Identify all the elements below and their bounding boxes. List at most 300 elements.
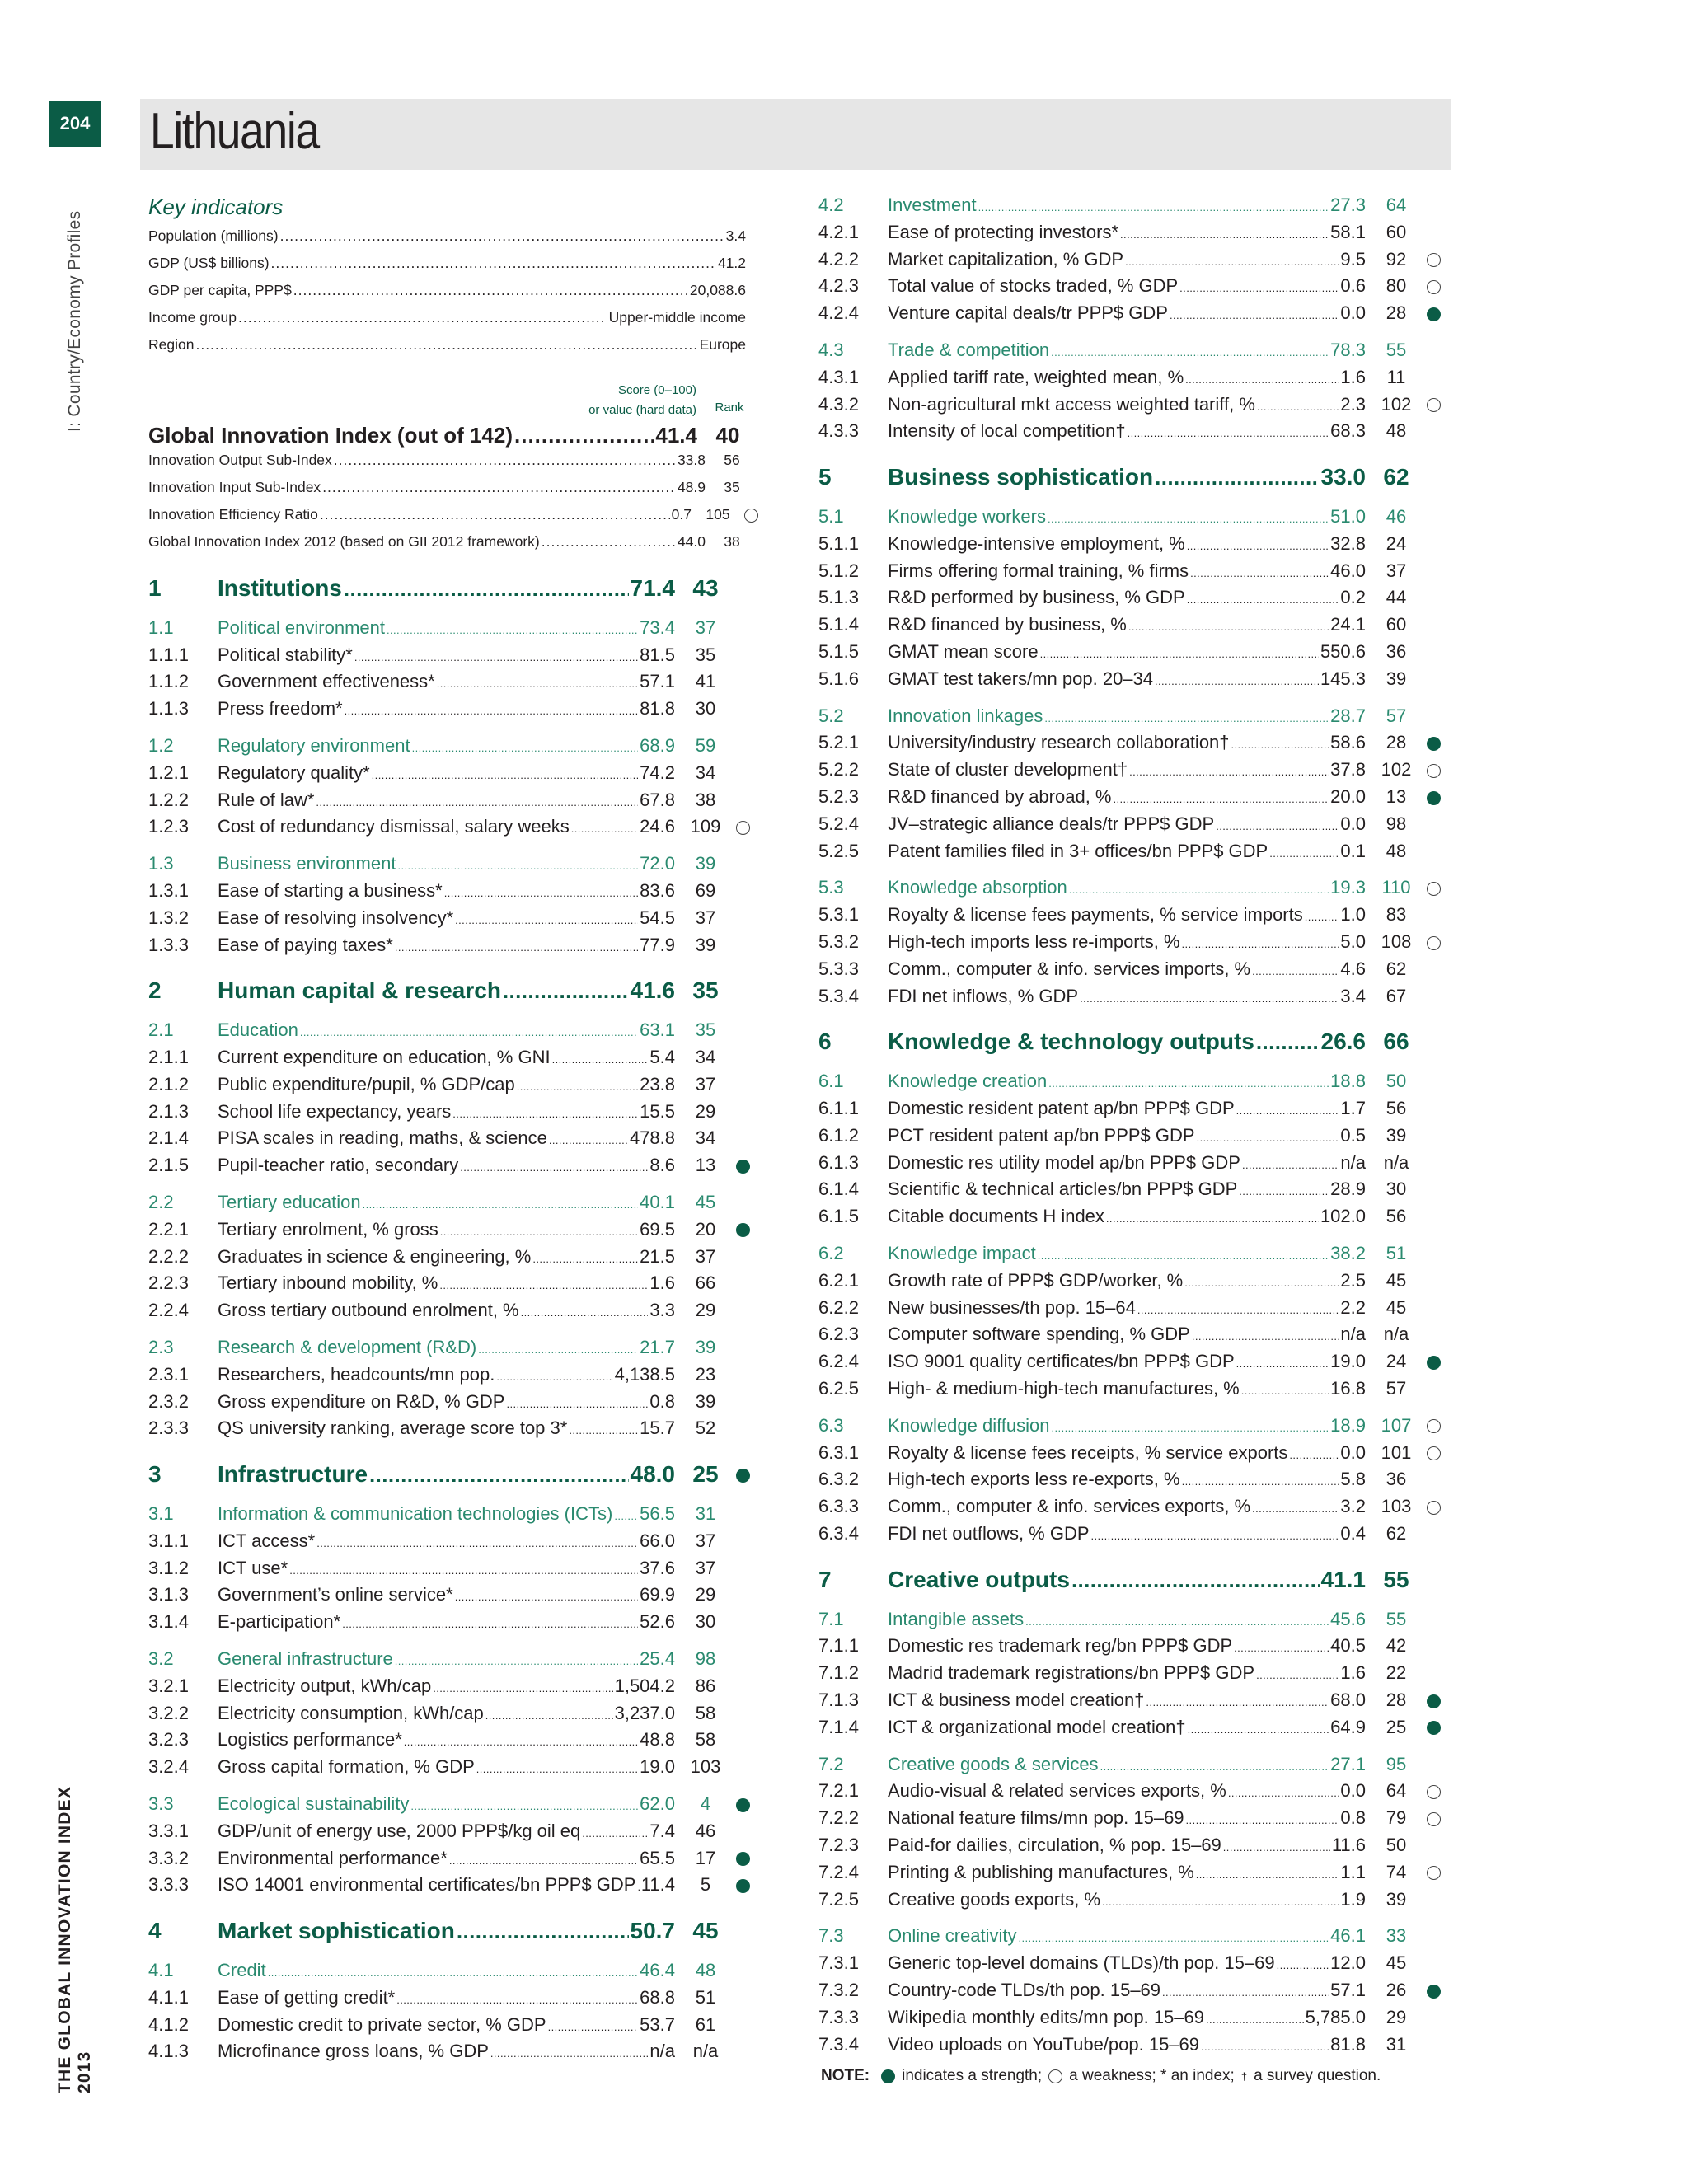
- weakness-marker: [1427, 394, 1445, 415]
- key-indicator-value: 41.2: [717, 255, 746, 271]
- row-rank: 110: [1381, 877, 1411, 898]
- row-label: Knowledge absorption: [888, 877, 1067, 898]
- row-label: Trade & competition: [888, 340, 1050, 360]
- row-code: 3.1: [148, 1503, 174, 1524]
- leader-dots: [1051, 346, 1329, 359]
- row-label: Tertiary enrolment, % gross: [218, 1218, 438, 1240]
- row-code: 3.2.4: [148, 1756, 189, 1778]
- row-rank: 86: [695, 1675, 716, 1696]
- row-score: 1.6: [1340, 366, 1366, 387]
- leader-dots: [439, 1279, 648, 1291]
- row-label: Video uploads on YouTube/pop. 15–69: [888, 2033, 1200, 2055]
- leader-dots: [268, 1966, 638, 1979]
- leader-dots: [1241, 1385, 1329, 1397]
- leader-dots: [1236, 1104, 1339, 1117]
- indicator-row: [148, 1047, 754, 1073]
- strength-icon: [1427, 791, 1441, 805]
- pillar-row: [818, 1029, 1445, 1062]
- indicator-row: [818, 1889, 1445, 1915]
- strength-icon: [736, 1798, 750, 1812]
- row-rank: 101: [1381, 1441, 1412, 1463]
- row-rank: 13: [1386, 786, 1407, 807]
- indicator-row: [818, 1125, 1445, 1151]
- row-code: 7.3.2: [818, 1980, 859, 2000]
- row-label: Public expenditure/pupil, % GDP/cap: [218, 1073, 515, 1094]
- weakness-marker: [1427, 759, 1445, 780]
- weakness-marker: [736, 816, 754, 837]
- pillar-row: [148, 977, 754, 1010]
- row-score: 18.8: [1330, 1071, 1366, 1092]
- indicator-row: [818, 841, 1445, 867]
- row-score: 478.8: [629, 1127, 675, 1149]
- row-label: High-tech exports less re-exports, %: [888, 1469, 1180, 1490]
- leader-dots: [549, 1134, 628, 1146]
- leader-dots: [1125, 255, 1339, 268]
- leader-dots: [1146, 1696, 1329, 1708]
- indicator-row: [818, 1206, 1445, 1232]
- row-label: Madrid trademark registrations/bn PPP$ GDP: [888, 1662, 1255, 1684]
- indicator-row: [818, 2007, 1445, 2033]
- leader-dots: [437, 677, 638, 690]
- row-code: 6.2.4: [818, 1351, 859, 1372]
- row-score: 0.0: [1340, 1441, 1366, 1463]
- leader-dots: [300, 1026, 638, 1038]
- row-score: 1.7: [1340, 1098, 1366, 1118]
- gii-sub-row: [148, 506, 758, 534]
- row-rank: 51: [695, 1986, 716, 2008]
- row-score: 16.8: [1330, 1378, 1366, 1399]
- row-rank: 45: [1386, 1269, 1407, 1291]
- indicator-row: [148, 2014, 754, 2041]
- row-rank: 56: [1386, 1206, 1407, 1227]
- row-score: 25.4: [640, 1648, 675, 1669]
- weakness-marker: [1427, 931, 1445, 953]
- row-code: 4.3.3: [818, 420, 859, 442]
- row-score: 52.6: [640, 1611, 675, 1633]
- indicator-row: [818, 1378, 1445, 1404]
- row-label: Political stability*: [218, 644, 353, 665]
- row-code: 4: [148, 1918, 162, 1944]
- sub-pillar-row: [818, 1925, 1445, 1952]
- row-code: 2.3.1: [148, 1363, 189, 1385]
- weakness-icon: [1048, 2069, 1062, 2083]
- row-code: 7.3.4: [818, 2033, 859, 2055]
- weakness-icon: [1427, 882, 1441, 896]
- row-label: Non-agricultural mkt access weighted tariff, %: [888, 393, 1255, 415]
- row-rank: 46: [695, 1820, 716, 1841]
- weakness-icon: [1427, 1866, 1441, 1880]
- sub-pillar-row: [148, 617, 754, 644]
- leader-dots: [1289, 1449, 1339, 1461]
- row-label: Scientific & technical articles/bn PPP$ GDP: [888, 1179, 1238, 1200]
- row-label: ISO 9001 quality certificates/bn PPP$ GDP: [888, 1351, 1235, 1372]
- leader-dots: [1269, 847, 1339, 860]
- strength-icon: [1427, 1721, 1441, 1735]
- row-code: 1.2.2: [148, 789, 189, 810]
- indicator-row: [148, 1074, 754, 1100]
- indicator-row: [148, 1848, 754, 1874]
- row-code: 6.1.2: [818, 1124, 859, 1146]
- leader-dots: [1048, 513, 1329, 525]
- gii-main-row: [148, 423, 758, 451]
- row-score: 67.8: [640, 789, 675, 810]
- row-code: 1.2.3: [148, 816, 189, 837]
- weakness-icon: [1427, 253, 1441, 267]
- row-score: 2.2: [1340, 1296, 1366, 1318]
- leader-dots: [1228, 1787, 1339, 1799]
- row-label: Online creativity: [888, 1925, 1017, 1947]
- sub-pillar-row: [818, 1609, 1445, 1635]
- row-code: 6: [818, 1029, 832, 1055]
- leader-dots: [548, 2021, 639, 2033]
- row-code: 7.2: [818, 1753, 844, 1774]
- row-code: 2.2: [148, 1192, 174, 1212]
- indicator-row: [148, 1219, 754, 1245]
- weakness-marker: [1427, 1442, 1445, 1464]
- row-rank: 36: [1386, 1469, 1407, 1490]
- indicator-row: [818, 222, 1445, 248]
- page-title: Lithuania: [150, 103, 319, 160]
- row-score: 19.0: [640, 1756, 675, 1778]
- row-code: 5.2.5: [818, 840, 859, 861]
- row-score: 54.5: [640, 907, 675, 928]
- leader-dots: [1091, 1530, 1339, 1542]
- row-label: Citable documents H index: [888, 1206, 1104, 1227]
- row-code: 6.1: [818, 1071, 844, 1092]
- gii-sub-label: Innovation Output Sub-Index: [148, 452, 332, 468]
- sub-pillar-row: [818, 1415, 1445, 1441]
- leader-dots: [404, 1736, 638, 1748]
- row-label: Government effectiveness*: [218, 671, 435, 692]
- sub-pillar-row: [148, 1648, 754, 1675]
- row-score: 27.3: [1330, 194, 1366, 215]
- row-code: 6.2.2: [818, 1296, 859, 1318]
- row-rank: 48: [695, 1960, 716, 1980]
- leader-dots: [517, 1080, 638, 1093]
- strength-icon: [1427, 1985, 1441, 1999]
- row-rank: 98: [1386, 813, 1407, 834]
- leader-dots: [1128, 427, 1329, 439]
- row-rank: 35: [695, 1019, 716, 1041]
- row-score: 72.0: [640, 853, 675, 874]
- row-label: Paid-for dailies, circulation, % pop. 15–69: [888, 1835, 1221, 1855]
- row-label: Printing & publishing manufactures, %: [888, 1861, 1194, 1882]
- row-label: School life expectancy, years: [218, 1100, 452, 1122]
- row-rank: 108: [1381, 931, 1412, 952]
- row-label: Patent families filed in 3+ offices/bn PPP$ GDP: [888, 840, 1268, 861]
- leader-dots: [271, 255, 716, 272]
- row-score: 26.6: [1320, 1029, 1366, 1055]
- row-label: Domestic resident patent ap/bn PPP$ GDP: [888, 1098, 1235, 1118]
- row-label: Ease of protecting investors*: [888, 221, 1119, 242]
- indicator-row: [818, 1635, 1445, 1661]
- row-label: Government’s online service*: [218, 1584, 453, 1605]
- row-rank: 103: [690, 1756, 721, 1778]
- row-code: 6.3.3: [818, 1496, 859, 1517]
- weakness-marker: [1427, 1780, 1445, 1802]
- row-rank: 102: [1381, 393, 1412, 415]
- gii-sub-score: 48.9: [677, 479, 706, 495]
- row-score: 40.5: [1330, 1635, 1366, 1657]
- row-score: 18.9: [1330, 1414, 1366, 1436]
- leader-dots: [582, 1827, 648, 1840]
- row-score: 550.6: [1320, 641, 1366, 662]
- strength-marker: [1427, 732, 1445, 753]
- indicator-row: [148, 671, 754, 697]
- key-indicator-label: GDP per capita, PPP$: [148, 282, 292, 298]
- indicator-row: [818, 1324, 1445, 1350]
- row-label: High- & medium-high-tech manufactures, %: [888, 1378, 1240, 1399]
- key-indicators-title: Key indicators: [148, 194, 284, 219]
- row-code: 1.2: [148, 735, 174, 756]
- gii-sub-rank: 56: [724, 452, 740, 468]
- indicator-row: [148, 880, 754, 907]
- row-rank: n/a: [692, 2041, 719, 2062]
- leader-dots: [542, 533, 676, 551]
- row-code: 5.3.2: [818, 931, 859, 952]
- row-rank: 4: [700, 1793, 711, 1814]
- weakness-marker: [1427, 1415, 1445, 1436]
- row-code: 2: [148, 977, 162, 1004]
- leader-dots: [1170, 309, 1339, 321]
- leader-dots: [1190, 567, 1329, 579]
- row-label: Gross expenditure on R&D, % GDP: [218, 1390, 505, 1412]
- row-label: General infrastructure: [218, 1648, 393, 1669]
- row-rank: 37: [695, 1557, 716, 1578]
- indicator-row: [818, 1662, 1445, 1689]
- indicator-row: [818, 1690, 1445, 1716]
- indicator-row: [148, 907, 754, 934]
- leader-dots: [506, 1398, 648, 1410]
- row-label: R&D financed by business, %: [888, 614, 1127, 635]
- leader-dots: [1186, 1814, 1339, 1826]
- row-rank: 64: [1386, 1780, 1407, 1802]
- indicator-row: [818, 1523, 1445, 1549]
- row-rank: 34: [695, 1047, 716, 1067]
- leader-dots: [1197, 1132, 1339, 1144]
- indicator-row: [818, 275, 1445, 302]
- row-rank: 37: [695, 616, 716, 638]
- row-code: 3.1.1: [148, 1530, 189, 1551]
- row-code: 7.1.4: [818, 1716, 859, 1737]
- leader-dots: [1038, 1249, 1329, 1262]
- row-score: 58.6: [1330, 732, 1366, 753]
- row-label: Market sophistication: [218, 1918, 455, 1944]
- row-label: Logistics performance*: [218, 1729, 402, 1750]
- row-score: 0.2: [1340, 587, 1366, 608]
- pillar-row: [818, 464, 1445, 497]
- row-rank: 30: [695, 698, 716, 719]
- indicator-row: [148, 1155, 754, 1181]
- leader-dots: [521, 1306, 649, 1319]
- row-rank: 30: [695, 1611, 716, 1633]
- row-code: 1: [148, 575, 162, 601]
- row-code: 7.3.1: [818, 1952, 859, 1974]
- row-code: 1.2.1: [148, 762, 189, 783]
- row-score: 1.6: [649, 1272, 675, 1294]
- leader-dots: [444, 887, 638, 899]
- row-label: Regulatory environment: [218, 735, 410, 756]
- indicator-row: [148, 762, 754, 789]
- indicator-row: [818, 587, 1445, 613]
- row-code: 5.1.1: [818, 532, 859, 554]
- weakness-icon: [1427, 1812, 1441, 1826]
- row-label: Infrastructure: [218, 1461, 368, 1488]
- strength-marker: [1427, 1351, 1445, 1372]
- leader-dots: [1128, 621, 1329, 633]
- row-rank: 66: [1383, 1029, 1409, 1055]
- row-label: Ecological sustainability: [218, 1793, 410, 1814]
- sub-pillar-row: [818, 1243, 1445, 1269]
- row-rank: 67: [1386, 985, 1407, 1006]
- row-rank: 74: [1386, 1861, 1407, 1882]
- leader-dots: [293, 282, 688, 299]
- row-rank: 35: [692, 977, 719, 1004]
- row-label: Innovation linkages: [888, 705, 1043, 726]
- weakness-marker: [1427, 877, 1445, 898]
- row-code: 5.2.3: [818, 786, 859, 807]
- weakness-icon: [1427, 764, 1441, 778]
- row-label: Firms offering formal training, % firms: [888, 560, 1189, 581]
- row-label: Current expenditure on education, % GNI: [218, 1047, 551, 1067]
- indicator-row: [818, 560, 1445, 587]
- leader-dots: [476, 1763, 638, 1775]
- row-code: 1.1: [148, 616, 174, 638]
- row-label: Market capitalization, % GDP: [888, 248, 1124, 269]
- row-score: 0.5: [1340, 1124, 1366, 1146]
- key-indicator-row: [148, 282, 746, 307]
- row-rank: 17: [695, 1847, 716, 1868]
- row-rank: 50: [1386, 1071, 1407, 1092]
- leader-dots: [1236, 1357, 1329, 1370]
- row-rank: 29: [695, 1300, 716, 1321]
- row-code: 3.1.3: [148, 1584, 189, 1605]
- row-label: New businesses/th pop. 15–64: [888, 1296, 1136, 1318]
- row-code: 4.3.2: [818, 393, 859, 415]
- row-score: 51.0: [1330, 506, 1366, 527]
- indicator-row: [148, 1418, 754, 1444]
- row-rank: 34: [695, 762, 716, 783]
- gii-sub-row: [148, 533, 758, 561]
- row-score: 83.6: [640, 880, 675, 901]
- row-score: 65.5: [640, 1847, 675, 1868]
- row-score: 1.6: [1340, 1662, 1366, 1684]
- leader-dots: [363, 1198, 639, 1211]
- row-score: 68.0: [1330, 1690, 1366, 1710]
- row-score: 3,237.0: [614, 1702, 675, 1723]
- row-rank: 30: [1386, 1179, 1407, 1200]
- leader-dots: [345, 705, 639, 717]
- row-score: 12.0: [1330, 1952, 1366, 1974]
- indicator-row: [818, 394, 1445, 420]
- row-score: 4.6: [1340, 958, 1366, 979]
- row-score: 81.8: [1330, 2033, 1366, 2055]
- indicator-row: [818, 759, 1445, 785]
- row-rank: 48: [1386, 840, 1407, 861]
- indicator-row: [148, 935, 754, 961]
- row-label: Gross tertiary outbound enrolment, %: [218, 1300, 519, 1321]
- row-rank: 45: [692, 1918, 719, 1944]
- leader-dots: [1234, 1642, 1329, 1654]
- indicator-row: [818, 1807, 1445, 1834]
- pillar-row: [148, 1918, 754, 1951]
- indicator-row: [148, 1821, 754, 1847]
- indicator-row: [818, 1098, 1445, 1124]
- row-rank: 62: [1383, 464, 1409, 490]
- leader-dots: [1216, 820, 1339, 832]
- note-strength-text: indicates a strength;: [902, 2067, 1043, 2084]
- row-rank: 60: [1386, 221, 1407, 242]
- row-score: 57.1: [640, 671, 675, 692]
- row-score: 48.0: [630, 1461, 675, 1488]
- row-score: 38.2: [1330, 1243, 1366, 1263]
- strength-icon: [1427, 1356, 1441, 1370]
- indicator-row: [818, 1835, 1445, 1861]
- row-rank: 45: [1386, 1296, 1407, 1318]
- row-score: 1.9: [1340, 1888, 1366, 1910]
- row-score: 77.9: [640, 934, 675, 955]
- row-rank: 28: [1386, 302, 1407, 324]
- row-score: 0.6: [1340, 275, 1366, 297]
- row-rank: 22: [1386, 1662, 1407, 1684]
- indicator-row: [818, 786, 1445, 813]
- row-score: 5.0: [1340, 931, 1366, 952]
- leader-dots: [460, 1161, 648, 1174]
- row-code: 1.3.1: [148, 880, 189, 901]
- indicator-row: [148, 790, 754, 816]
- indicator-row: [818, 1297, 1445, 1324]
- indicator-row: [818, 1780, 1445, 1807]
- row-code: 7.3: [818, 1925, 844, 1947]
- leader-dots: [1187, 593, 1339, 606]
- row-label: Generic top-level domains (TLDs)/th pop. 15–69: [888, 1952, 1275, 1974]
- weakness-marker: [1427, 1862, 1445, 1883]
- row-code: 2.1.2: [148, 1073, 189, 1094]
- weakness-icon: [1427, 398, 1441, 412]
- row-rank: 39: [1386, 668, 1407, 689]
- row-code: 2.1.1: [148, 1047, 189, 1067]
- sub-pillar-row: [148, 1019, 754, 1046]
- row-label: JV–strategic alliance deals/tr PPP$ GDP: [888, 813, 1215, 834]
- indicator-row: [148, 1364, 754, 1390]
- row-code: 3.2: [148, 1648, 174, 1669]
- row-rank: 56: [1386, 1098, 1407, 1118]
- row-label: Ease of starting a business*: [218, 880, 443, 901]
- row-label: Business environment: [218, 853, 396, 874]
- row-score: 1.0: [1340, 904, 1366, 926]
- row-score: 32.8: [1330, 532, 1366, 554]
- strength-icon: [736, 1852, 750, 1866]
- row-code: 7.2.3: [818, 1835, 859, 1855]
- row-code: 5.3.4: [818, 985, 859, 1006]
- leader-dots: [485, 1709, 613, 1722]
- row-rank: 34: [695, 1127, 716, 1149]
- row-score: 81.5: [640, 644, 675, 665]
- indicator-row: [148, 1703, 754, 1729]
- weakness-marker: [1427, 1807, 1445, 1829]
- row-rank: 37: [695, 1530, 716, 1551]
- row-code: 2.2.3: [148, 1272, 189, 1294]
- row-rank: 58: [695, 1702, 716, 1723]
- row-label: Venture capital deals/tr PPP$ GDP: [888, 302, 1168, 324]
- leader-dots: [614, 1510, 638, 1522]
- strength-marker: [1427, 1690, 1445, 1711]
- gii-main-label: Global Innovation Index (out of 142): [148, 423, 513, 448]
- row-code: 6.3: [818, 1414, 844, 1436]
- leader-dots: [334, 452, 676, 469]
- leader-dots: [1071, 1568, 1320, 1593]
- row-score: 69.5: [640, 1218, 675, 1240]
